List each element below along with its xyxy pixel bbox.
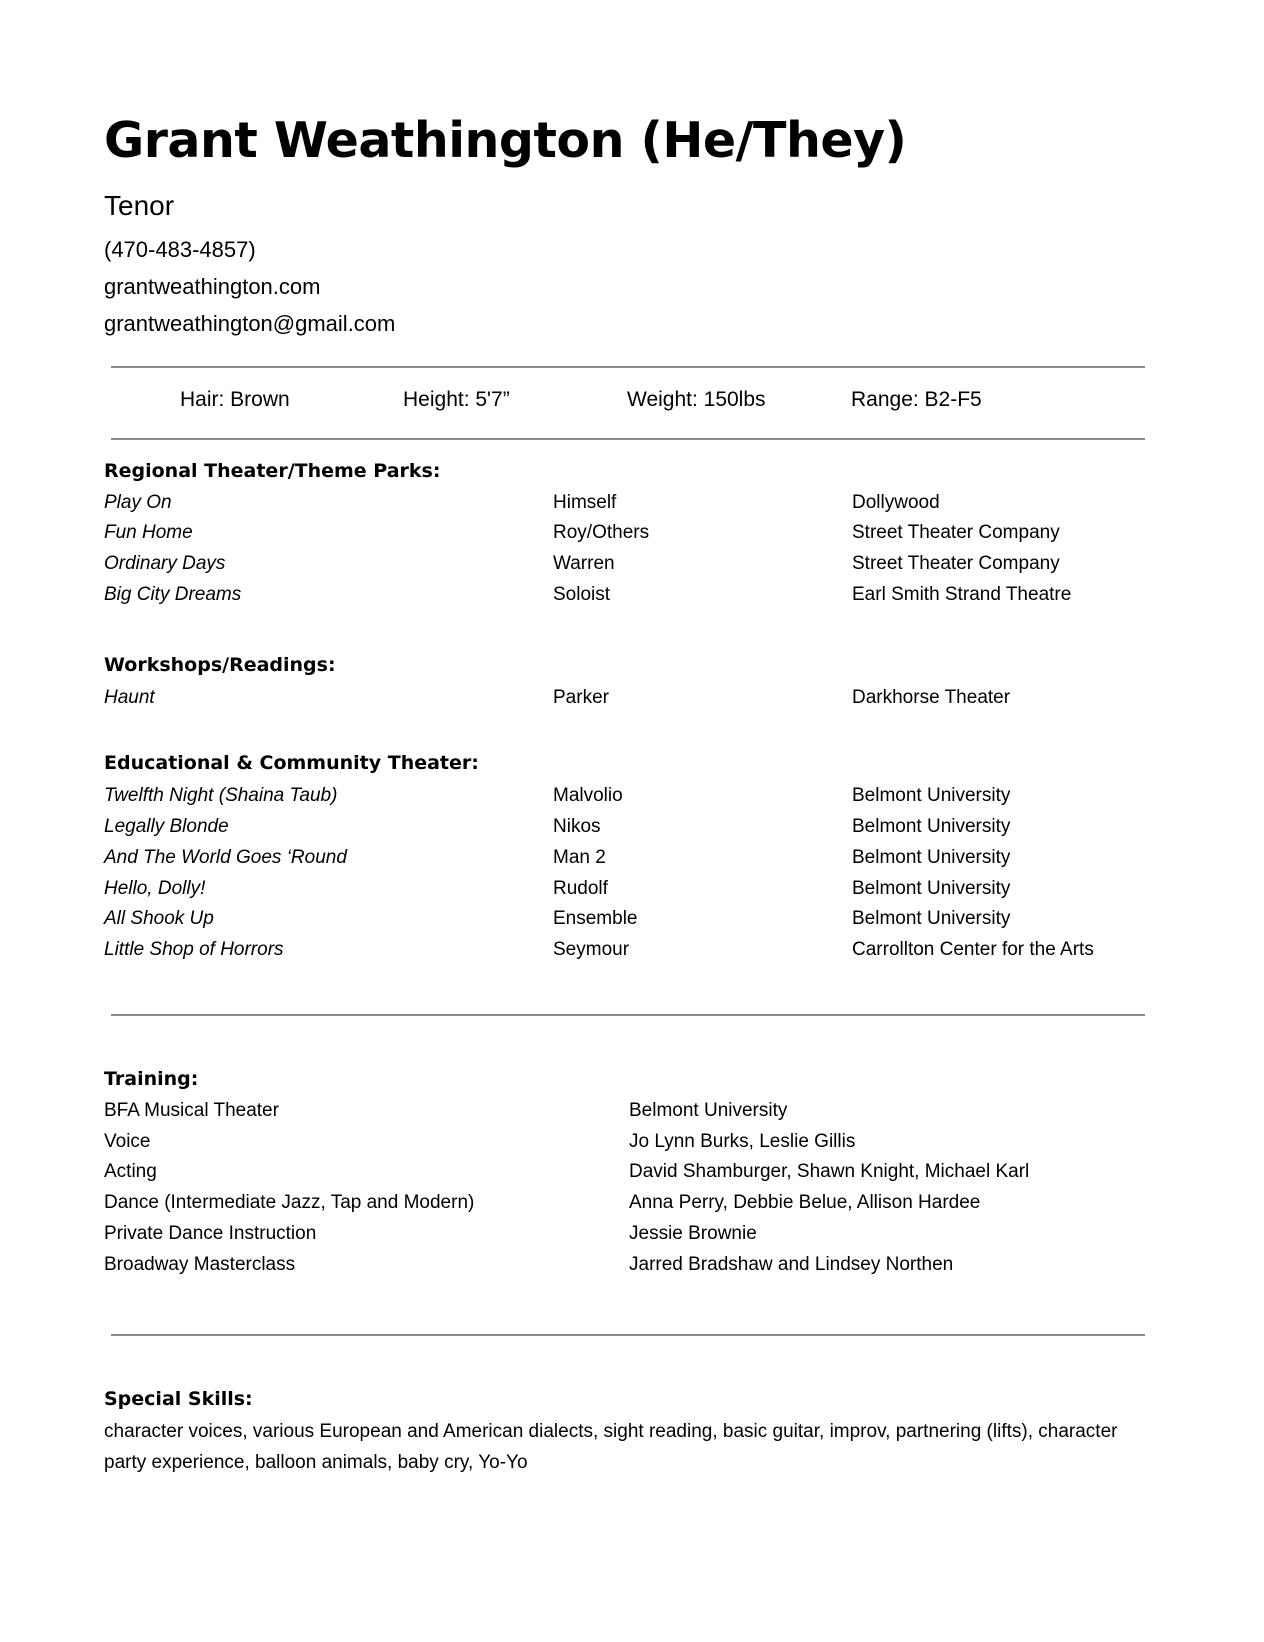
section-heading-regional: Regional Theater/Theme Parks: [104,460,441,482]
training-row [0,1189,1264,1217]
credit-role: Warren [553,553,615,574]
section-heading-workshops: Workshops/Readings: [104,654,336,676]
divider-credits [111,1014,1145,1016]
credit-show: Haunt [104,687,155,708]
credit-row [0,905,1264,933]
credit-show: Ordinary Days [104,553,226,574]
stat-range: Range: B2-F5 [851,388,982,411]
credit-show: Little Shop of Horrors [104,939,284,960]
credit-row [0,581,1264,609]
credit-venue: Street Theater Company [852,522,1060,543]
credit-role: Rudolf [553,878,608,899]
credit-show: Legally Blonde [104,816,229,837]
credit-row [0,875,1264,903]
credit-venue: Earl Smith Strand Theatre [852,584,1072,605]
training-teacher: David Shamburger, Shawn Knight, Michael Karl [629,1161,1030,1182]
credit-show: Big City Dreams [104,584,242,605]
credit-row [0,519,1264,547]
section-heading-educational: Educational & Community Theater: [104,752,479,774]
credit-show: All Shook Up [104,908,214,929]
credit-row [0,782,1264,810]
performer-name: Grant Weathington (He/They) [104,112,907,169]
training-row [0,1251,1264,1279]
training-subject: Broadway Masterclass [104,1254,296,1275]
divider-stats [111,438,1145,440]
credit-show: And The World Goes ‘Round [104,847,347,868]
divider-top [111,366,1145,368]
training-teacher: Belmont University [629,1100,788,1121]
credit-venue: Belmont University [852,908,1011,929]
credit-role: Nikos [553,816,601,837]
credit-role: Seymour [553,939,630,960]
training-row [0,1220,1264,1248]
credit-role: Man 2 [553,847,606,868]
training-teacher: Jarred Bradshaw and Lindsey Northen [629,1254,954,1275]
credit-venue: Carrollton Center for the Arts [852,939,1094,960]
credit-row [0,813,1264,841]
credit-show: Fun Home [104,522,193,543]
training-teacher: Jessie Brownie [629,1223,757,1244]
training-teacher: Anna Perry, Debbie Belue, Allison Hardee [629,1192,981,1213]
voice-type: Tenor [104,190,175,221]
credit-venue: Belmont University [852,878,1011,899]
phone-number: (470-483-4857) [104,237,256,262]
credit-venue: Belmont University [852,785,1011,806]
credit-venue: Street Theater Company [852,553,1060,574]
credit-row [0,489,1264,517]
section-heading-skills: Special Skills: [104,1388,253,1410]
special-skills-text: character voices, various European and American dialects, sight reading, basic guitar, improv, partnering (lifts), character party experience, balloon animals, baby cry, Yo-Yo [104,1421,1118,1473]
training-row [0,1128,1264,1156]
training-subject: Voice [104,1131,151,1152]
stat-height: Height: 5'7” [403,388,510,411]
stat-weight: Weight: 150lbs [627,388,766,411]
credit-show: Play On [104,492,172,513]
credit-role: Soloist [553,584,611,605]
divider-training [111,1334,1145,1336]
credit-show: Twelfth Night (Shaina Taub) [104,785,338,806]
website-link[interactable]: grantweathington.com [104,274,321,299]
credit-show: Hello, Dolly! [104,878,206,899]
credit-row [0,844,1264,872]
training-row [0,1158,1264,1186]
training-subject: BFA Musical Theater [104,1100,279,1121]
credit-role: Roy/Others [553,522,650,543]
stat-hair: Hair: Brown [180,388,290,411]
credit-role: Ensemble [553,908,638,929]
training-teacher: Jo Lynn Burks, Leslie Gillis [629,1131,856,1152]
email-link[interactable]: grantweathington@gmail.com [104,311,396,336]
credit-venue: Belmont University [852,847,1011,868]
section-heading-training: Training: [104,1068,199,1090]
training-subject: Private Dance Instruction [104,1223,317,1244]
credit-venue: Dollywood [852,492,940,513]
training-subject: Dance (Intermediate Jazz, Tap and Modern) [104,1192,475,1213]
credit-row [0,936,1264,964]
credit-row [0,684,1264,712]
training-subject: Acting [104,1161,157,1182]
credit-role: Himself [553,492,617,513]
training-row [0,1097,1264,1125]
credit-role: Parker [553,687,609,708]
credit-row [0,550,1264,578]
credit-venue: Belmont University [852,816,1011,837]
credit-role: Malvolio [553,785,623,806]
credit-venue: Darkhorse Theater [852,687,1011,708]
